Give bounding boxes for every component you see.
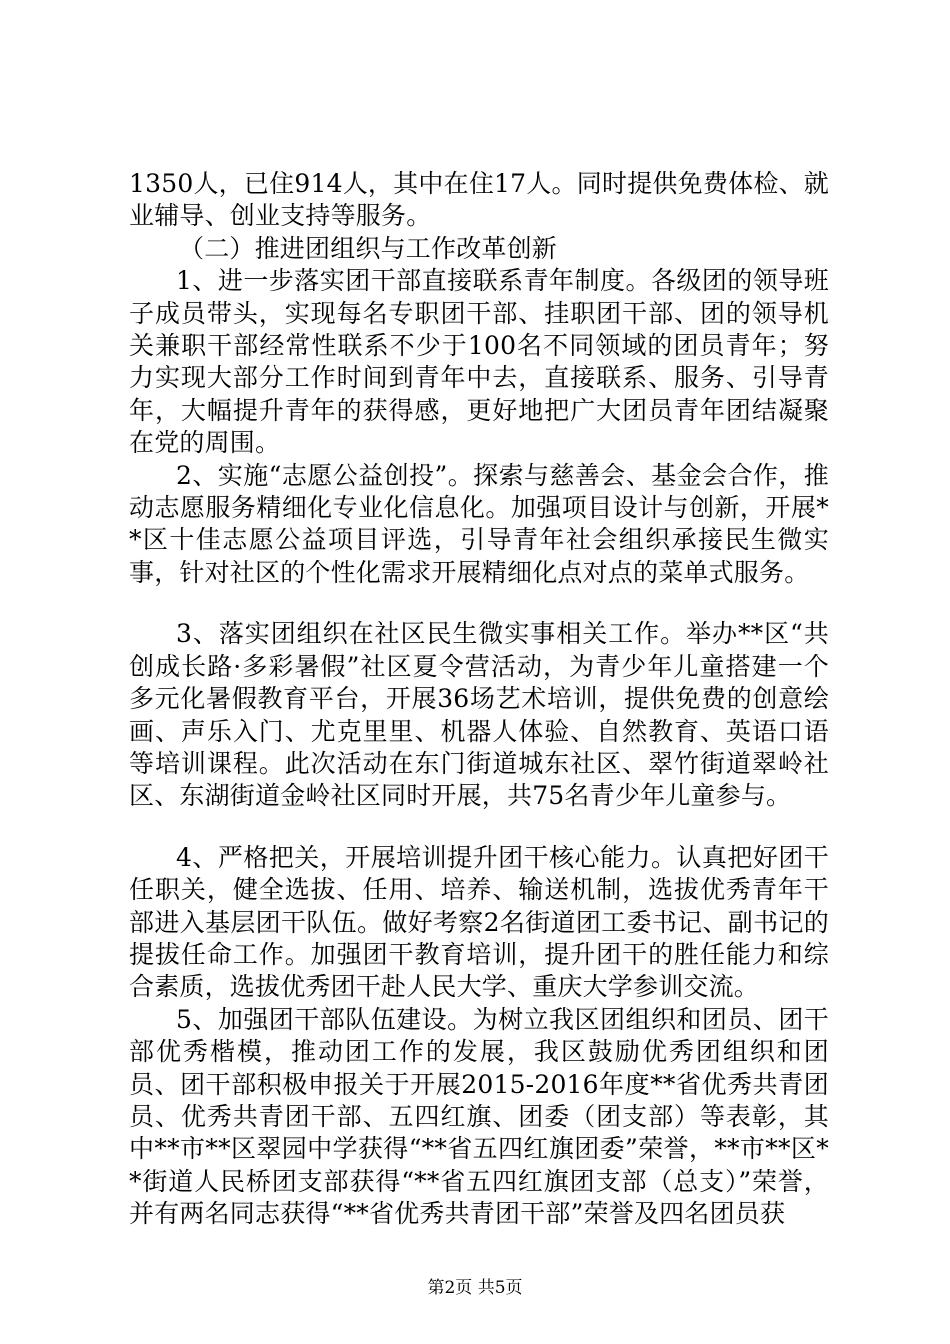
- paragraph-continuation: 1350人，已住914人，其中在住17人。同时提供免费体检、就业辅导、创业支持等服务。: [129, 169, 829, 231]
- section-heading: （二）推进团组织与工作改革创新: [179, 233, 558, 263]
- paragraph-item-3: 3、落实团组织在社区民生微实事相关工作。举办**区“共创成长路·多彩暑假”社区夏令营活动，为青少年儿童搭建一个多元化暑假教育平台，开展36场艺术培训，提供免费的创意绘画、声乐入门、尤克里里、机器人体验、自然教育、英语口语等培训课程。此次活动在东门街道城东社区、翠竹街道翠岭社区、东湖街道金岭社区同时开展，共75名青少年儿童参与。: [129, 619, 829, 811]
- paragraph-item-4: 4、严格把关，开展培训提升团干核心能力。认真把好团干任职关，健全选拔、任用、培养、输送机制，选拔优秀青年干部进入基层团干队伍。做好考察2名街道团工委书记、副书记的提拔任命工作。加强团干教育培训，提升团干的胜任能力和综合素质，选拔优秀团干赴人民大学、重庆大学参训交流。: [129, 842, 829, 1002]
- paragraph-item-1: 1、进一步落实团干部直接联系青年制度。各级团的领导班子成员带头，实现每名专职团干部、挂职团干部、团的领导机关兼职干部经常性联系不少于100名不同领域的团员青年；努力实现大部分工作时间到青年中去，直接联系、服务、引导青年，大幅提升青年的获得感，更好地把广大团员青年团结凝聚在党的周围。: [129, 266, 829, 458]
- paragraph-item-5: 5、加强团干部队伍建设。为树立我区团组织和团员、团干部优秀楷模，推动团工作的发展，我区鼓励优秀团组织和团员、团干部积极申报关于开展2015-2016年度**省优秀共青团员、优秀共青团干部、五四红旗、团委（团支部）等表彰，其中**市**区翠园中学获得“**省五四红旗团委”荣誉，**市**区**街道人民桥团支部获得“**省五四红旗团支部（总支）”荣誉，并有两名同志获得“**省优秀共青团干部”荣誉及四名团员获: [129, 1004, 829, 1229]
- document-body: [129, 168, 829, 1231]
- page-number-footer: 第2页 共5页: [427, 1278, 523, 1298]
- paragraph-item-2: 2、实施“志愿公益创投”。探索与慈善会、基金会合作，推动志愿服务精细化专业化信息化。加强项目设计与创新，开展**区十佳志愿公益项目评选，引导青年社会组织承接民生微实事，针对社区的个性化需求开展精细化点对点的菜单式服务。: [129, 460, 829, 587]
